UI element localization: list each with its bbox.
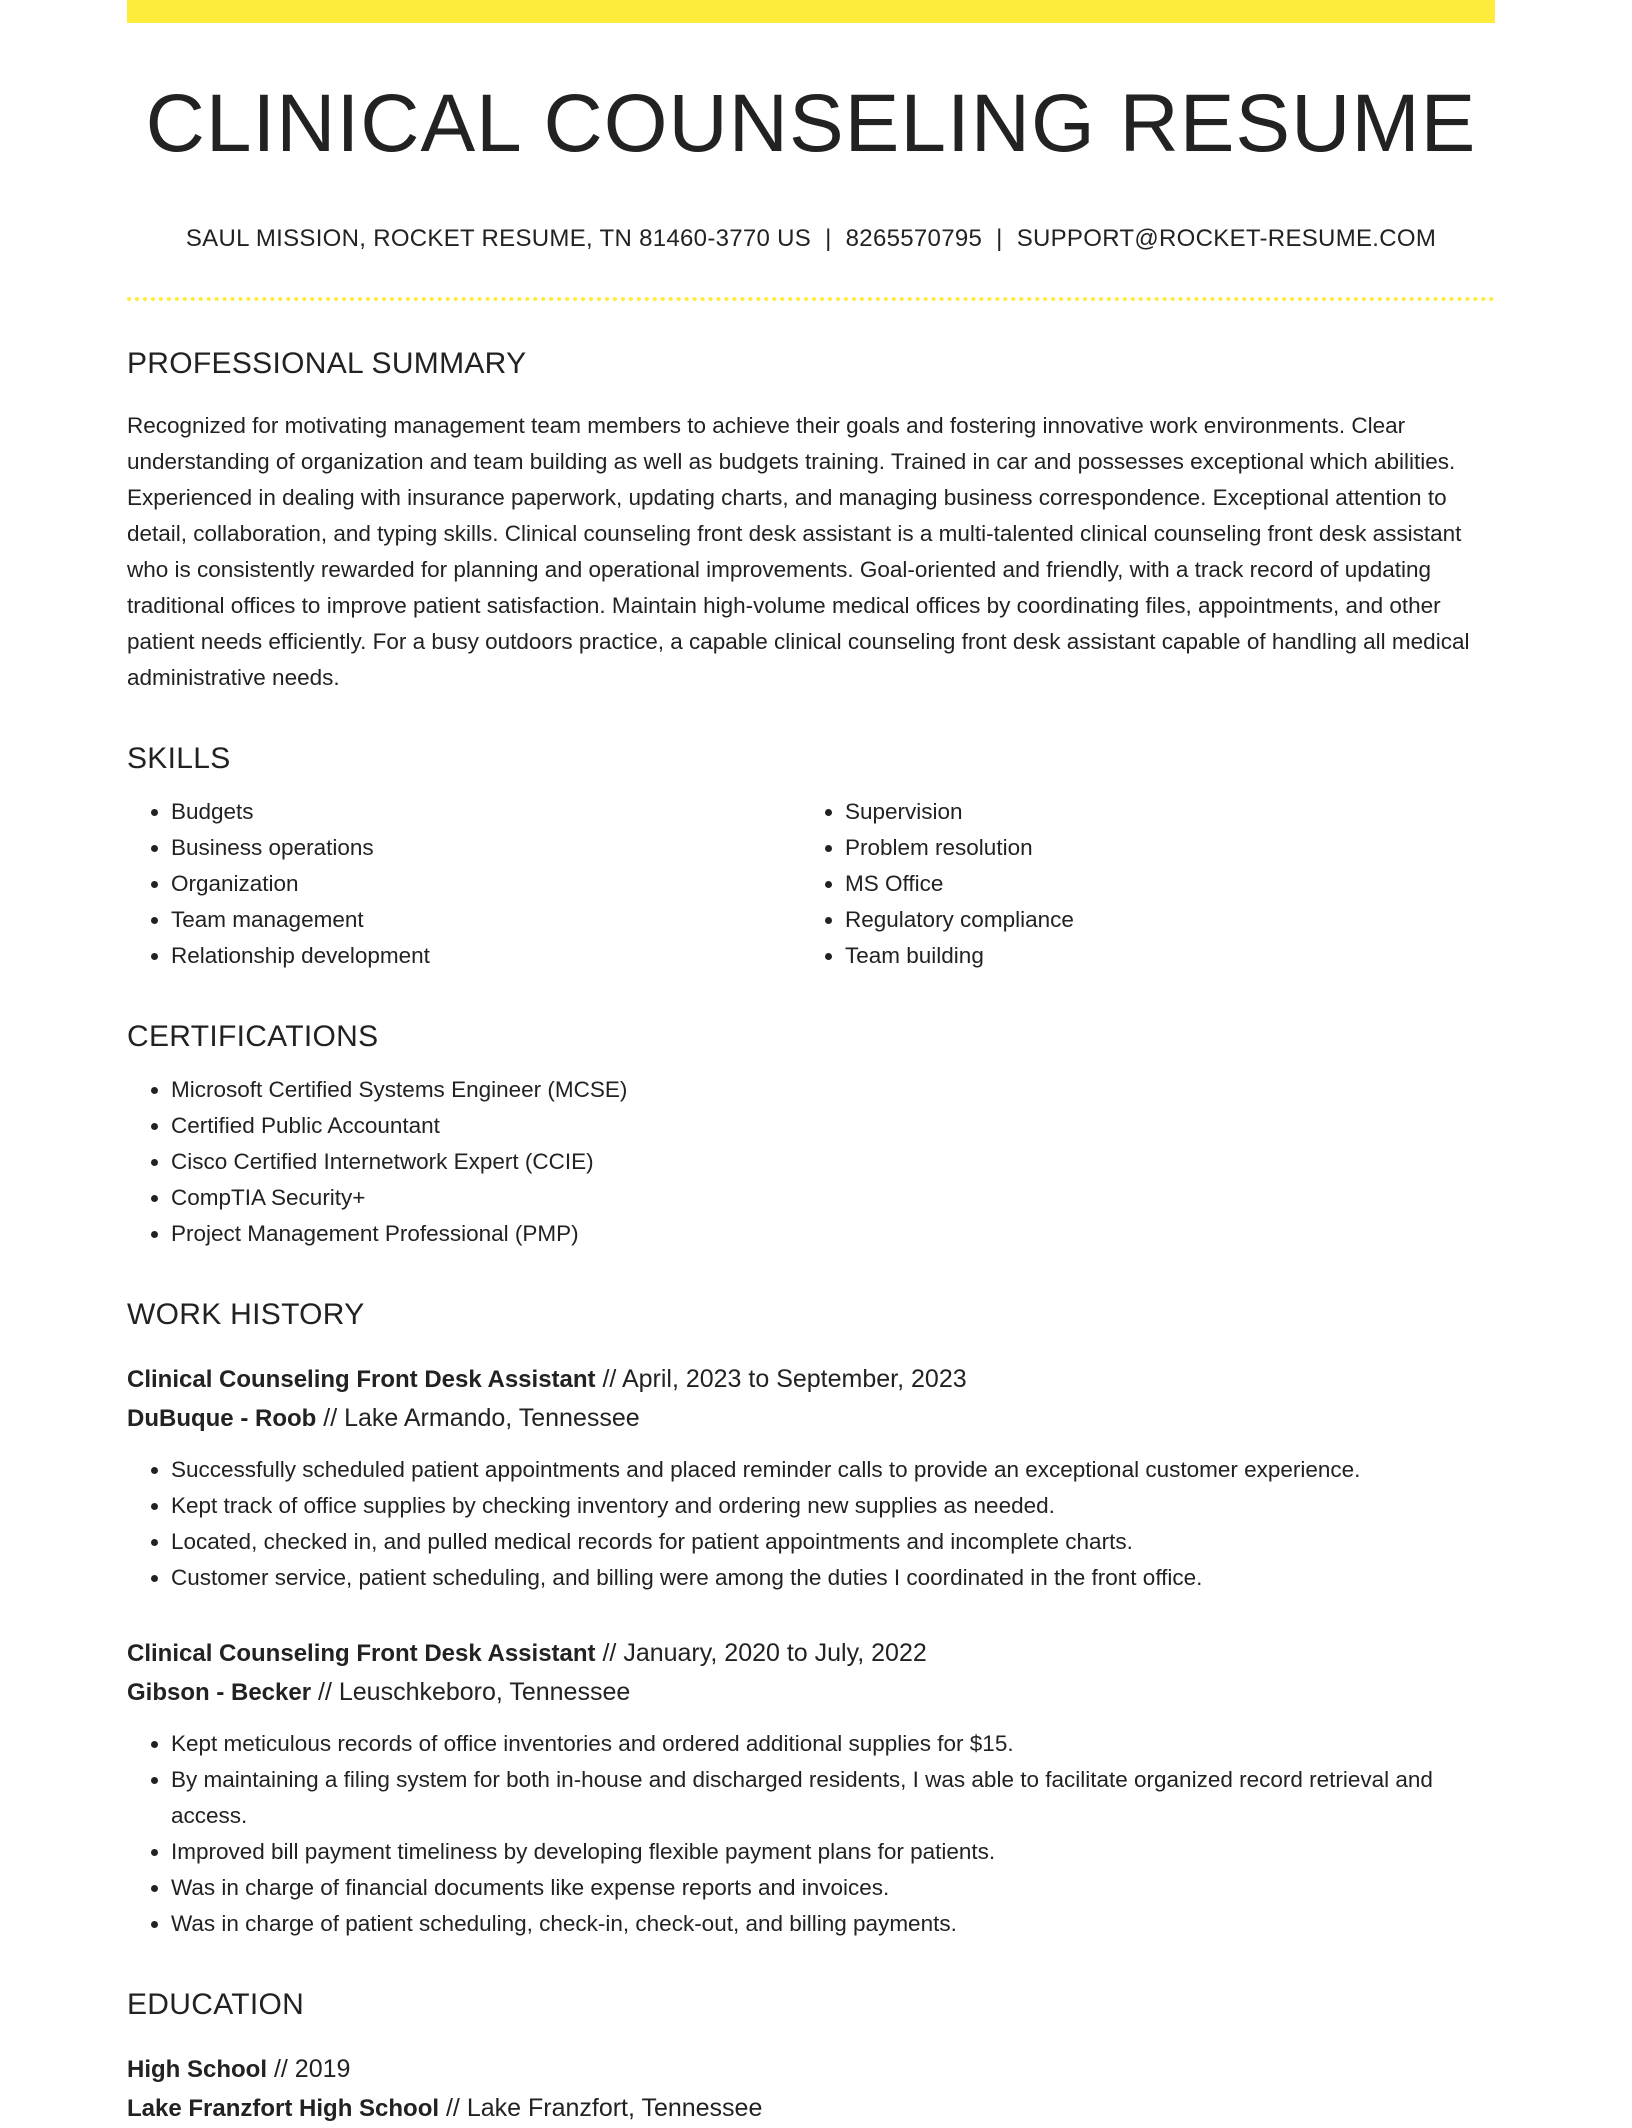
resume-title: CLINICAL COUNSELING RESUME [145, 78, 1477, 169]
skill-item: • Relationship development [171, 938, 801, 974]
dotted-divider [127, 297, 1495, 301]
skill-item: • Business operations [171, 830, 801, 866]
job-title-line [127, 1360, 1495, 1399]
duty-item: • Was in charge of patient scheduling, check-in, check-out, and billing payments. [171, 1906, 1495, 1942]
education-school: Lake Franzfort High School [127, 2095, 440, 2123]
contact-separator: | [996, 225, 1003, 253]
education-year: // 2019 [273, 2055, 351, 2084]
education-degree: High School [127, 2056, 267, 2084]
skill-item: • Organization [171, 866, 801, 902]
education-location: // Lake Franzfort, Tennessee [445, 2094, 763, 2123]
skill-item: • Budgets [171, 794, 801, 830]
duty-item: • Was in charge of financial documents like expense reports and invoices. [171, 1870, 1495, 1906]
accent-bar [127, 0, 1495, 23]
contact-line [127, 227, 1495, 251]
duty-item: • Kept track of office supplies by checking inventory and ordering new supplies as needed. [171, 1488, 1495, 1524]
skill-item: • Problem resolution [845, 830, 1475, 866]
education-school-line [127, 2089, 1495, 2128]
job-company: Gibson - Becker [127, 1679, 312, 1707]
duty-item: • Kept meticulous records of office inventories and ordered additional supplies for $15. [171, 1726, 1495, 1762]
job-title: Clinical Counseling Front Desk Assistant [127, 1366, 596, 1394]
contact-email: SUPPORT@ROCKET-RESUME.COM [1016, 225, 1437, 253]
job-title-line [127, 1634, 1495, 1673]
skill-item: • Supervision [845, 794, 1475, 830]
job-title: Clinical Counseling Front Desk Assistant [127, 1640, 596, 1668]
duty-item: • Customer service, patient scheduling, and billing were among the duties I coordinated in the front office. [171, 1560, 1495, 1596]
job-entry [127, 1634, 1495, 1942]
certification-item: • Project Management Professional (PMP) [171, 1216, 1495, 1252]
education-entry [127, 2050, 1495, 2128]
contact-phone: 8265570795 [845, 225, 983, 253]
job-dates: // April, 2023 to September, 2023 [602, 1365, 967, 1394]
job-entry [127, 1360, 1495, 1596]
contact-address: SAUL MISSION, ROCKET RESUME, TN 81460-3770 US [185, 225, 812, 253]
skill-item: • Regulatory compliance [845, 902, 1475, 938]
job-location: // Lake Armando, Tennessee [323, 1404, 640, 1433]
skills-column-left [127, 794, 801, 974]
job-company: DuBuque - Roob [127, 1405, 317, 1433]
certifications-list [127, 1072, 1495, 1252]
certifications-heading: CERTIFICATIONS [127, 1020, 379, 1054]
certification-item: • CompTIA Security+ [171, 1180, 1495, 1216]
skill-item: • Team building [845, 938, 1475, 974]
summary-heading: PROFESSIONAL SUMMARY [127, 347, 527, 381]
contact-separator: | [825, 225, 832, 253]
duty-item: • Located, checked in, and pulled medical records for patient appointments and incomplete charts. [171, 1524, 1495, 1560]
duty-item: • Successfully scheduled patient appointments and placed reminder calls to provide an exceptional customer experience. [171, 1452, 1495, 1488]
job-company-line [127, 1399, 1495, 1438]
skills-column-right [801, 794, 1475, 974]
job-dates: // January, 2020 to July, 2022 [602, 1639, 927, 1668]
skill-item: • Team management [171, 902, 801, 938]
duty-item: • By maintaining a filing system for both in-house and discharged residents, I was able to facilitate organized record retrieval and access. [171, 1762, 1495, 1834]
certification-item: • Microsoft Certified Systems Engineer (MCSE) [171, 1072, 1495, 1108]
job-company-line [127, 1673, 1495, 1712]
job-location: // Leuschkeboro, Tennessee [318, 1678, 631, 1707]
education-degree-line [127, 2050, 1495, 2089]
certification-item: • Certified Public Accountant [171, 1108, 1495, 1144]
skills-list [127, 794, 1495, 974]
resume-page [127, 0, 1495, 2128]
job-duties [127, 1452, 1495, 1596]
education-heading: EDUCATION [127, 1988, 305, 2022]
job-duties [127, 1726, 1495, 1942]
work-history-heading: WORK HISTORY [127, 1298, 365, 1332]
certification-item: • Cisco Certified Internetwork Expert (CCIE) [171, 1144, 1495, 1180]
skills-heading: SKILLS [127, 742, 231, 776]
summary-text: Recognized for motivating management team members to achieve their goals and fostering innovative work environments. Clear understanding of organization and team building as well as budgets training. Trained in car and possesses exceptional which abilities. Experienced in dealing with insurance paperwork, updating charts, and managing business correspondence. Exceptional attention to detail, collaboration, and typing skills. Clinical counseling front desk assistant is a multi-talented clinical counseling front desk assistant who is consistently rewarded for planning and operational improvements. Goal-oriented and friendly, with a track record of updating traditional offices to improve patient satisfaction. Maintain high-volume medical offices by coordinating files, appointments, and other patient needs efficiently. For a busy outdoors practice, a capable clinical counseling front desk assistant capable of handling all medical administrative needs. [127, 413, 1470, 691]
skill-item: • MS Office [845, 866, 1475, 902]
duty-item: • Improved bill payment timeliness by developing flexible payment plans for patients. [171, 1834, 1495, 1870]
